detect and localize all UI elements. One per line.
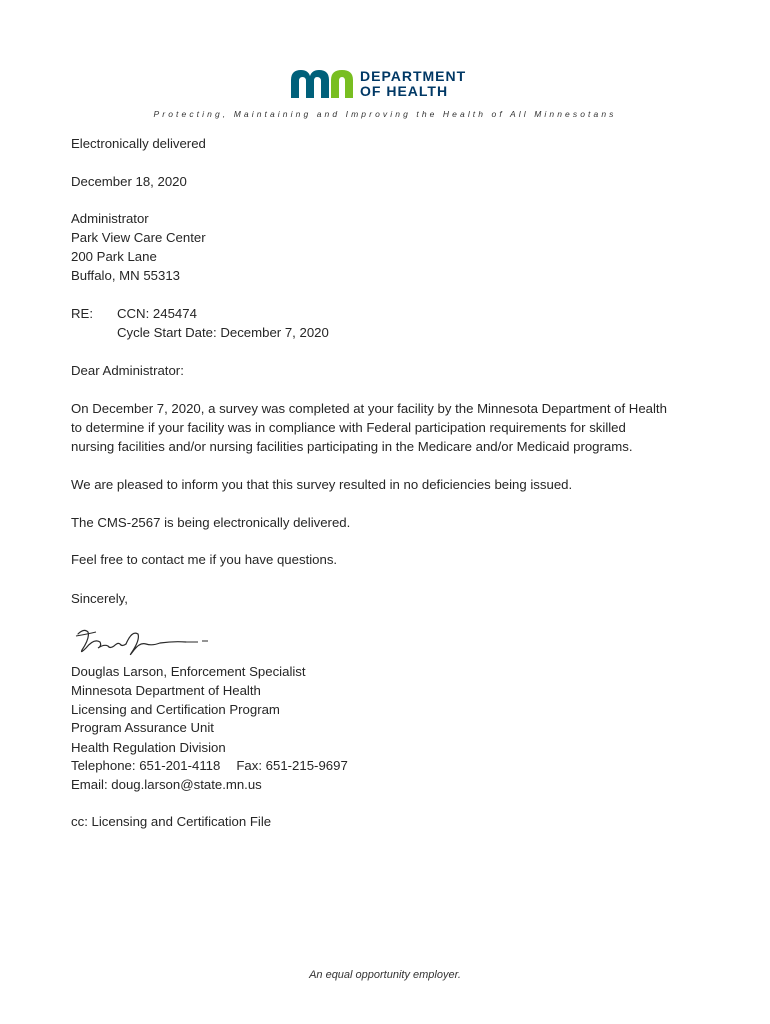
recipient-line: Buffalo, MN 55313	[71, 268, 180, 283]
closing: Sincerely,	[71, 591, 128, 606]
sender-email: Email: doug.larson@state.mn.us	[71, 777, 262, 792]
sender-line: Health Regulation Division	[71, 740, 226, 755]
re-label: RE:	[71, 306, 93, 321]
signature-image	[74, 624, 214, 660]
letter-date: December 18, 2020	[71, 174, 187, 189]
recipient-line: Administrator	[71, 211, 149, 226]
mdh-logo	[289, 66, 489, 100]
sender-telephone: Telephone: 651-201-4118	[71, 758, 221, 773]
body-line: nursing facilities and/or nursing facilities participating in the Medicare and/or Medicaid programs.	[71, 439, 633, 454]
recipient-line: Park View Care Center	[71, 230, 206, 245]
delivery-note: Electronically delivered	[71, 136, 206, 151]
cc-line: cc: Licensing and Certification File	[71, 814, 272, 829]
re-ccn: CCN: 245474	[117, 306, 197, 321]
sender-fax: Fax: 651-215-9697	[236, 758, 348, 773]
sender-contact-row	[71, 758, 348, 774]
body-paragraph-2: We are pleased to inform you that this survey resulted in no deficiencies being issued.	[71, 477, 573, 492]
sender-line: Program Assurance Unit	[71, 720, 214, 735]
body-line: On December 7, 2020, a survey was completed at your facility by the Minnesota Department of Health	[71, 401, 667, 416]
mn-logo-icon	[289, 66, 489, 100]
sender-line: Douglas Larson, Enforcement Specialist	[71, 664, 306, 679]
body-paragraph-3: The CMS-2567 is being electronically delivered.	[71, 515, 351, 530]
footer-text: An equal opportunity employer.	[309, 969, 461, 981]
salutation: Dear Administrator:	[71, 363, 184, 378]
logo-text-line2: OF HEALTH	[360, 83, 449, 99]
tagline: Protecting, Maintaining and Improving the Health of All Minnesotans	[153, 109, 617, 119]
body-line: to determine if your facility was in compliance with Federal participation requirements for skilled	[71, 420, 626, 435]
sender-line: Minnesota Department of Health	[71, 683, 261, 698]
sender-line: Licensing and Certification Program	[71, 702, 280, 717]
body-paragraph-4: Feel free to contact me if you have questions.	[71, 552, 338, 567]
re-cycle-start: Cycle Start Date: December 7, 2020	[117, 325, 329, 340]
recipient-line: 200 Park Lane	[71, 249, 157, 264]
logo-text-line1: DEPARTMENT	[360, 68, 467, 84]
signature-icon	[74, 624, 214, 660]
